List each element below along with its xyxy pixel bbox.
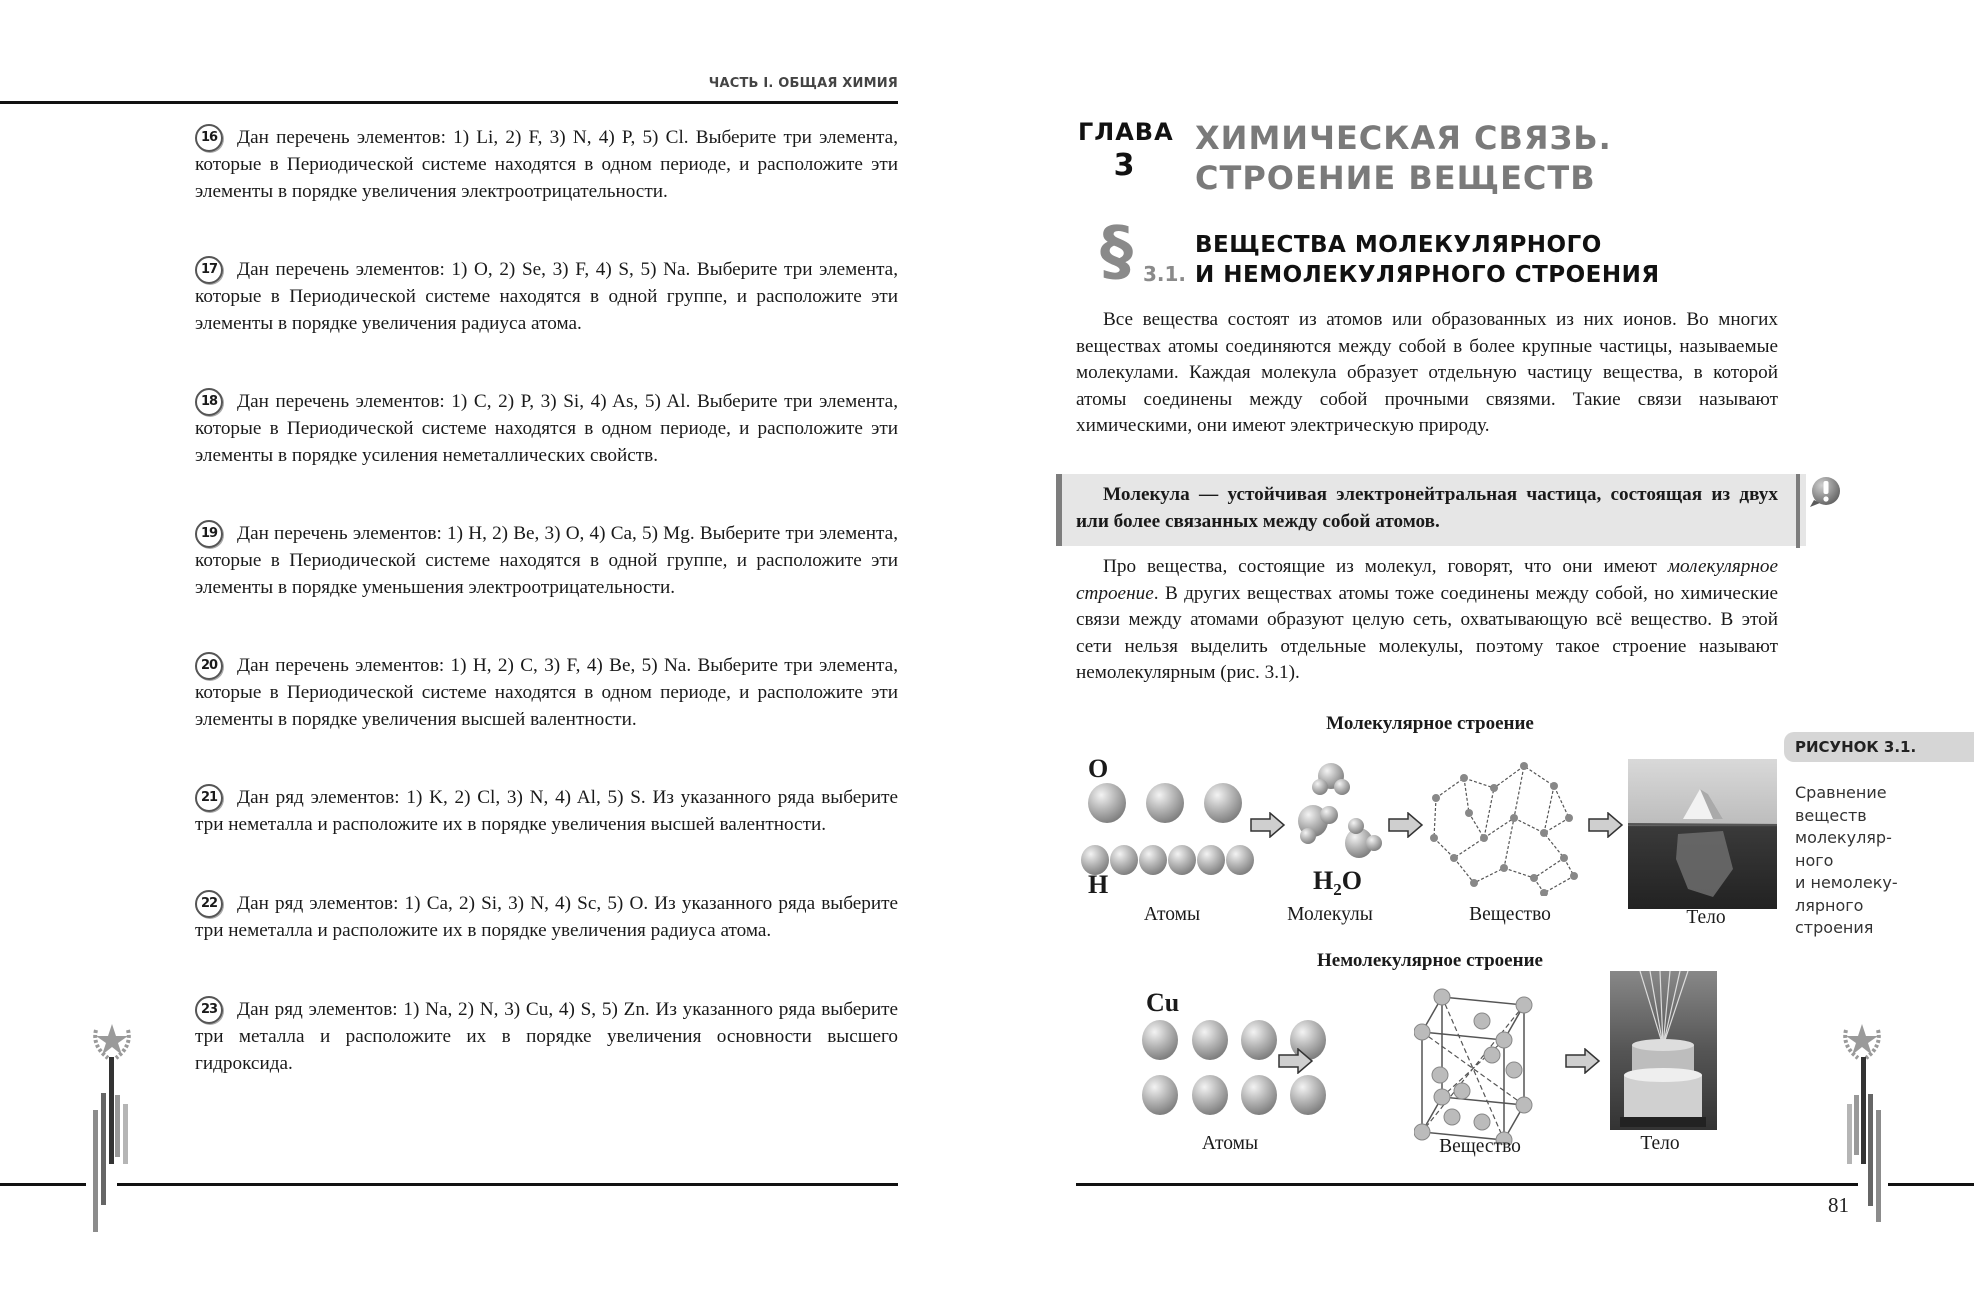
atom-label-o: O (1088, 754, 1109, 783)
header-rule (0, 101, 898, 104)
exclamation-icon (1808, 476, 1842, 510)
deco-bar (123, 1104, 128, 1164)
task-number-badge: 22 (195, 890, 223, 918)
label-atoms: Атомы (1143, 904, 1201, 925)
chapter-label (1078, 118, 1174, 183)
oxygen-atom (1146, 783, 1184, 823)
water-molecule-hydrogen (1334, 779, 1350, 795)
paragraph-2 (1076, 554, 1778, 687)
paragraph-2-italic-term: молекулярное строение (1076, 556, 1778, 604)
label-substance: Вещество (1469, 904, 1551, 925)
oxygen-atom (1204, 783, 1242, 823)
chapter-word: ГЛАВА (1078, 118, 1174, 146)
deco-bar (93, 1110, 98, 1232)
deco-bar (1847, 1104, 1852, 1164)
caption-line: ного (1795, 850, 1834, 870)
deco-bar (1854, 1095, 1859, 1155)
water-molecule-hydrogen (1312, 779, 1328, 795)
crystal-lattice-diagram (1414, 985, 1544, 1145)
hydrogen-atom (1168, 845, 1196, 875)
oxygen-atom (1088, 783, 1126, 823)
footer-rule-right-a (1076, 1183, 1858, 1186)
formula-h2o (1313, 866, 1362, 900)
arrow-right-icon (1250, 812, 1286, 838)
caption-line: лярного (1795, 895, 1864, 915)
task-text: Дан перечень элементов: 1) C, 2) P, 3) Si, 4) As, 5) Al. Выберите три элемента, которые в Периодической системе находятся в одном периоде, и расположите эти элементы в порядке усиления неметаллических свойств. (195, 391, 898, 466)
section-sign-icon: § (1100, 212, 1133, 289)
figure-molecular-title: Молекулярное строение (1326, 713, 1534, 734)
section-title (1195, 230, 1660, 290)
water-molecule-hydrogen (1366, 835, 1382, 851)
definition-text: Молекула — устойчивая электронейтральная частица, состоящая из двух или более связанных между собой атомов. (1076, 484, 1778, 532)
definition-box-rule (1796, 474, 1800, 548)
deco-bar (1876, 1110, 1881, 1222)
chapter-title-line1: ХИМИЧЕСКАЯ СВЯЗЬ. (1195, 119, 1612, 157)
water-molecule-hydrogen (1348, 818, 1364, 834)
copper-atom (1192, 1075, 1228, 1115)
task-17 (195, 256, 898, 337)
task-22 (195, 890, 898, 945)
atom-label-cu: Cu (1146, 988, 1180, 1017)
task-19 (195, 520, 898, 601)
chapter-title (1195, 118, 1612, 198)
label-molecules: Молекулы (1287, 904, 1373, 925)
task-text: Дан перечень элементов: 1) O, 2) Se, 3) F, 4) S, 5) Na. Выберите три элемента, которые в Периодической системе находятся в одной группе, и расположите эти элементы в порядке увеличения радиуса атома. (195, 259, 898, 334)
copper-atom (1142, 1075, 1178, 1115)
deco-bar (109, 1057, 114, 1164)
label-body: Тело (1686, 907, 1726, 928)
caption-line: молекуляр- (1795, 828, 1892, 847)
running-head: ЧАСТЬ I. ОБЩАЯ ХИМИЯ (708, 76, 898, 91)
task-23 (195, 996, 898, 1077)
copper-wire-spool-photo (1610, 971, 1717, 1130)
figure-nonmolecular-title: Немолекулярное строение (1317, 950, 1543, 971)
deco-bar (115, 1095, 120, 1157)
task-number-badge: 19 (195, 520, 223, 548)
task-21 (195, 784, 898, 839)
section-number: 3.1. (1143, 262, 1187, 286)
copper-atom (1290, 1075, 1326, 1115)
figure-caption-text (1795, 782, 1965, 940)
hydrogen-atom (1197, 845, 1225, 875)
label-substance-cu: Вещество (1439, 1136, 1521, 1157)
caption-line: и немолеку- (1795, 873, 1898, 892)
deco-bar (101, 1093, 106, 1205)
task-18 (195, 388, 898, 469)
deco-bar (1868, 1094, 1873, 1206)
task-text: Дан ряд элементов: 1) K, 2) Cl, 3) N, 4) Al, 5) S. Из указанного ряда выберите три неметалла и расположите их в порядке увеличения высшей валентности. (195, 787, 898, 835)
task-text: Дан ряд элементов: 1) Na, 2) N, 3) Cu, 4) S, 5) Zn. Из указанного ряда выберите три металла и расположите их в порядке увеличения основности высшего гидроксида. (195, 999, 898, 1074)
hydrogen-atom (1226, 845, 1254, 875)
footer-rule-left-b (117, 1183, 898, 1186)
label-body-cu: Тело (1640, 1133, 1680, 1154)
task-number-badge: 16 (195, 124, 223, 152)
caption-line: Сравнение (1795, 783, 1887, 802)
task-text: Дан перечень элементов: 1) H, 2) C, 3) F, 4) Be, 5) Na. Выберите три элемента, которые в Периодической системе находятся в одном периоде, и расположите эти элементы в порядке увеличения высшей валентности. (195, 655, 898, 730)
arrow-right-icon (1565, 1048, 1601, 1074)
arrow-right-icon (1388, 812, 1424, 838)
task-16 (195, 124, 898, 205)
section-title-line2: И НЕМОЛЕКУЛЯРНОГО СТРОЕНИЯ (1195, 262, 1660, 288)
task-number-badge: 23 (195, 996, 223, 1024)
atom-label-h: H (1088, 870, 1109, 899)
hydrogen-atom (1139, 845, 1167, 875)
page-number: 81 (1828, 1193, 1849, 1217)
footer-rule-right-b (1888, 1183, 1974, 1186)
copper-atom (1241, 1020, 1277, 1060)
task-number-badge: 18 (195, 388, 223, 416)
task-text: Дан перечень элементов: 1) H, 2) Be, 3) O, 4) Ca, 5) Mg. Выберите три элемента, которые в Периодической системе находятся в одной группе, и расположите эти элементы в порядке уменьшения электроотрицательности. (195, 523, 898, 598)
formula-subscript: 2 (1333, 880, 1342, 900)
paragraph-2-start: Про вещества, состоящие из молекул, говорят, что они имеют (1103, 556, 1668, 577)
copper-atom (1192, 1020, 1228, 1060)
chapter-title-line2: СТРОЕНИЕ ВЕЩЕСТВ (1195, 159, 1596, 197)
paragraph-1: Все вещества состоят из атомов или образованных из них ионов. Во многих веществах атомы соединяются между собой в более крупные частицы, называемые молекулами. Каждая молекула образует отдельную частицу вещества, в которой атомы соединены между собой прочными связями. Такие связи называют химическими, они имеют электрическую природу. (1076, 309, 1778, 436)
task-number-badge: 21 (195, 784, 223, 812)
hydrogen-atom (1110, 845, 1138, 875)
caption-line: строения (1795, 918, 1874, 937)
deco-bar (1861, 1057, 1866, 1164)
footer-rule-left-a (0, 1183, 86, 1186)
iceberg-photo (1628, 759, 1777, 909)
arrow-right-icon (1588, 812, 1624, 838)
ice-lattice-diagram (1424, 758, 1584, 896)
figure-caption-label: РИСУНОК 3.1. (1795, 738, 1917, 756)
formula-o: O (1341, 866, 1362, 895)
copper-atom (1241, 1075, 1277, 1115)
task-number-badge: 17 (195, 256, 223, 284)
water-molecule-hydrogen (1320, 806, 1338, 824)
caption-line: веществ (1795, 805, 1867, 825)
task-20 (195, 652, 898, 733)
task-number-badge: 20 (195, 652, 223, 680)
chapter-number: 3 (1113, 148, 1135, 183)
task-text: Дан ряд элементов: 1) Ca, 2) Si, 3) N, 4) Sc, 5) O. Из указанного ряда выберите три неметалла и расположите их в порядке увеличения радиуса атома. (195, 893, 898, 941)
arrow-right-icon (1278, 1048, 1314, 1074)
water-molecule-hydrogen (1300, 828, 1316, 844)
paragraph-2-end: . В других веществах атомы тоже соединены между собой, но химические связи между атомами образуют целую сеть, охватывающую всё вещество. В этой сети нельзя выделить отдельные молекулы, поэтому такое строение называют немолекулярным (рис. 3.1). (1076, 582, 1778, 683)
section-title-line1: ВЕЩЕСТВА МОЛЕКУЛЯРНОГО (1195, 232, 1602, 258)
formula-h: H (1313, 866, 1334, 895)
copper-atom (1142, 1020, 1178, 1060)
label-atoms-cu: Атомы (1201, 1133, 1259, 1154)
task-text: Дан перечень элементов: 1) Li, 2) F, 3) N, 4) P, 5) Cl. Выберите три элемента, которые в Периодической системе находятся в одном периоде, и расположите эти элементы в порядке увеличения электроотрицательности. (195, 127, 898, 202)
